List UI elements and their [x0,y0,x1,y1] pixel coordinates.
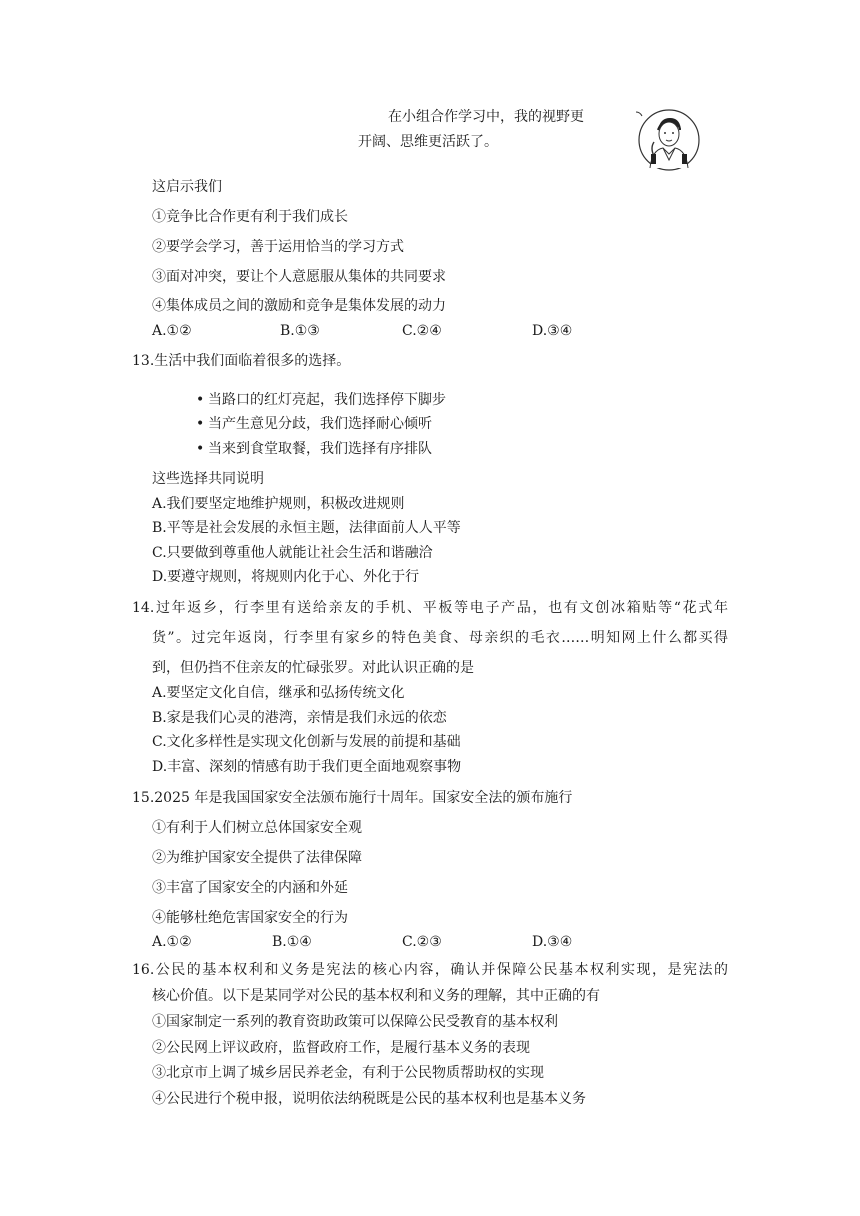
q12-statement-1: ①竞争比合作更有利于我们成长 [152,209,348,225]
q15-option-c: C.②③ [402,934,442,950]
q16-stem-line-1: 16.公民的基本权利和义务是宪法的核心内容，确认并保障公民基本权利实现，是宪法的 [132,962,728,978]
q15-statement-4: ④能够杜绝危害国家安全的行为 [152,910,348,926]
q12-option-b: B.①③ [280,323,320,339]
q15-option-a: A.①② [152,934,192,950]
q12-stem: 这启示我们 [152,179,222,195]
q13-option-a: A.我们要坚定地维护规则，积极改进规则 [152,496,405,512]
q13-prompt: 这些选择共同说明 [152,471,264,487]
q14-option-d: D.丰富、深刻的情感有助于我们更全面地观察事物 [152,759,462,775]
speech-line-1: 在小组合作学习中，我的视野更 [388,109,584,125]
q13-option-d: D.要遵守规则，将规则内化于心、外化于行 [152,569,420,585]
q13-option-b: B.平等是社会发展的永恒主题，法律面前人人平等 [152,520,461,536]
q14-option-c: C.文化多样性是实现文化创新与发展的前提和基础 [152,734,461,750]
q15-statement-1: ①有利于人们树立总体国家安全观 [152,820,362,836]
q13-bullet-2-text: 当产生意见分歧，我们选择耐心倾听 [208,416,432,432]
q12-option-d: D.③④ [532,323,573,339]
q13-option-c: C.只要做到尊重他人就能让社会生活和谐融洽 [152,545,433,561]
q15-option-d: D.③④ [532,934,573,950]
speech-line-2: 开阔、思维更活跃了。 [358,134,498,150]
q16-statement-1: ①国家制定一系列的教育资助政策可以保障公民受教育的基本权利 [152,1014,558,1030]
q16-stem-line-2: 核心价值。以下是某同学对公民的基本权利和义务的理解，其中正确的有 [152,988,600,1004]
q13-bullet-1-text: 当路口的红灯亮起，我们选择停下脚步 [208,392,446,408]
q15-statement-3: ③丰富了国家安全的内涵和外延 [152,880,348,896]
q15-statement-2: ②为维护国家安全提供了法律保障 [152,850,362,866]
q16-statement-3: ③北京市上调了城乡居民养老金，有利于公民物质帮助权的实现 [152,1065,544,1081]
q15-option-b: B.①④ [272,934,312,950]
q12-statement-4: ④集体成员之间的激励和竞争是集体发展的动力 [152,298,446,314]
q14-stem-line-2: 货”。过完年返岗，行李里有家乡的特色美食、母亲织的毛衣……明知网上什么都买得 [152,630,728,646]
q13-bullet-2: • 当产生意见分歧，我们选择耐心倾听 [196,416,432,432]
q16-statement-4: ④公民进行个税申报，说明依法纳税既是公民的基本权利也是基本义务 [152,1091,586,1107]
q14-stem-line-1: 14.过年返乡，行李里有送给亲友的手机、平板等电子产品，也有文创冰箱贴等“花式年 [132,600,728,616]
q12-option-c: C.②④ [402,323,442,339]
q13-bullet-3-text: 当来到食堂取餐，我们选择有序排队 [208,441,432,457]
q14-stem-line-3: 到，但仍挡不住亲友的忙碌张罗。对此认识正确的是 [152,660,474,676]
student-illustration [636,108,700,172]
q15-stem: 15.2025 年是我国国家安全法颁布施行十周年。国家安全法的颁布施行 [132,790,573,806]
q13-bullet-3: • 当来到食堂取餐，我们选择有序排队 [196,441,432,457]
q14-option-a: A.要坚定文化自信，继承和弘扬传统文化 [152,685,405,701]
q12-statement-2: ②要学会学习，善于运用恰当的学习方式 [152,239,404,255]
q16-statement-2: ②公民网上评议政府，监督政府工作，是履行基本义务的表现 [152,1040,530,1056]
q12-statement-3: ③面对冲突，要让个人意愿服从集体的共同要求 [152,269,446,285]
q13-stem: 13.生活中我们面临着很多的选择。 [132,353,351,369]
q12-option-a: A.①② [152,323,192,339]
q14-option-b: B.家是我们心灵的港湾，亲情是我们永远的依恋 [152,710,447,726]
q13-bullet-1: • 当路口的红灯亮起，我们选择停下脚步 [196,392,446,408]
